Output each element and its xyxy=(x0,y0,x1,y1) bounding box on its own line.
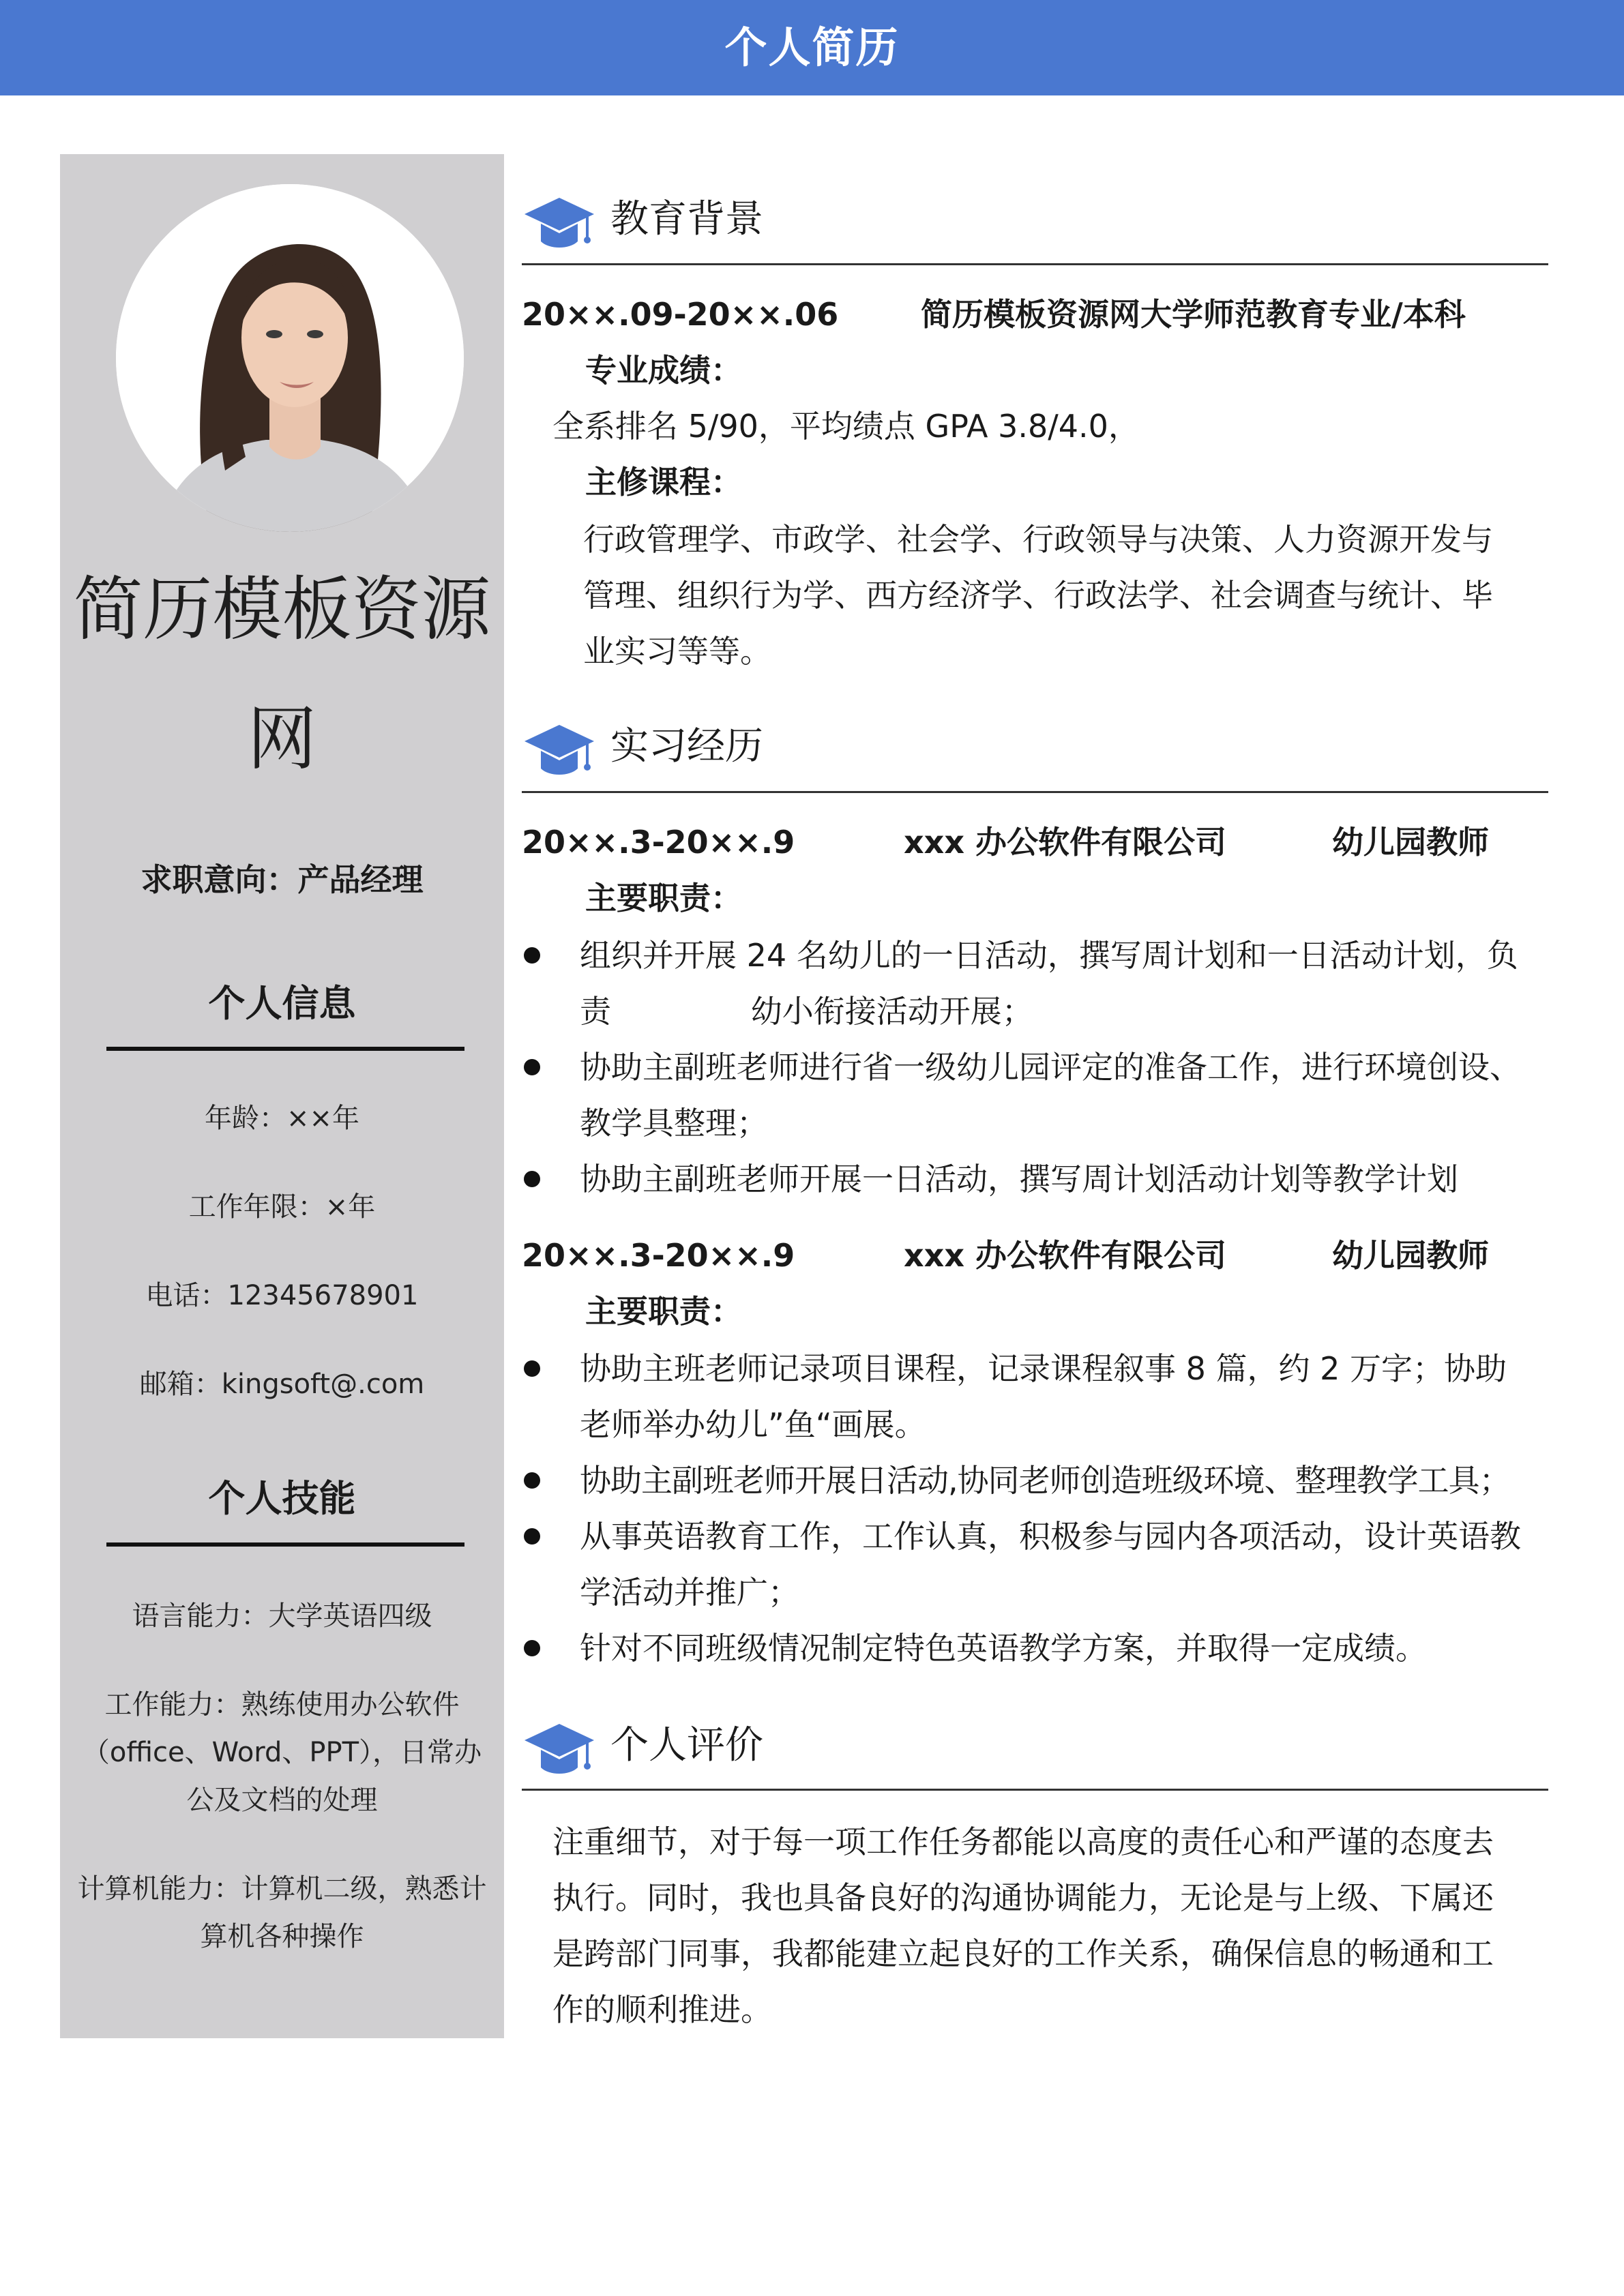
bullet-dot xyxy=(524,1059,540,1075)
skill-computer-line-1: 计算机能力：计算机二级，熟悉计 xyxy=(77,1873,487,1905)
job-1-duty-3: 协助主副班老师开展一日活动，撰写周计划活动计划等教学计划 xyxy=(580,1161,1458,1197)
graduation-cap-icon xyxy=(522,719,597,781)
job-2-duty-3-cont: 学活动并推广； xyxy=(580,1574,799,1611)
info-age: 年龄：××年 xyxy=(204,1103,360,1134)
job-2-duty-1-cont: 老师举办幼儿”鱼“画展。 xyxy=(580,1406,926,1443)
internship-heading: 实习经历 xyxy=(610,724,763,769)
education-divider xyxy=(522,263,1548,265)
evaluation-line-1: 注重细节，对于每一项工作任务都能以高度的责任心和严谨的态度去 xyxy=(552,1823,1494,1860)
job-intent: 求职意向：产品经理 xyxy=(141,861,424,898)
candidate-name: 简历模板资源 网 xyxy=(73,569,491,780)
skills-heading: 个人技能 xyxy=(208,1477,356,1520)
evaluation-line-2: 执行。同时，我也具备良好的沟通协调能力，无论是与上级、下属还 xyxy=(552,1879,1494,1916)
education-school: 简历模板资源网大学师范教育专业/本科 xyxy=(921,296,1466,333)
avatar-illustration xyxy=(116,184,464,532)
job-2-duty-4: 针对不同班级情况制定特色英语教学方案，并取得一定成绩。 xyxy=(580,1630,1427,1667)
job-1-duty-1-cont: 责 幼小衔接活动开展； xyxy=(580,993,1033,1030)
evaluation-line-4: 作的顺利推进。 xyxy=(552,1991,772,2028)
courses-line-2: 管理、组织行为学、西方经济学、行政法学、社会调查与统计、毕 xyxy=(583,577,1493,614)
job-1-company: xxx 办公软件有限公司 xyxy=(904,824,1227,861)
info-phone: 电话：12345678901 xyxy=(145,1280,419,1311)
job-1-duty-2: 协助主副班老师进行省一级幼儿园评定的准备工作，进行环境创设、 xyxy=(580,1049,1521,1086)
graduation-cap-icon xyxy=(522,192,597,254)
graduation-cap-icon xyxy=(522,1718,597,1780)
evaluation-heading: 个人评价 xyxy=(610,1723,763,1768)
skill-work-line-1: 工作能力：熟练使用办公软件 xyxy=(104,1689,460,1720)
bullet-dot xyxy=(524,947,540,964)
internship-divider xyxy=(522,791,1548,793)
grades-text: 全系排名 5/90，平均绩点 GPA 3.8/4.0， xyxy=(552,408,1140,445)
bullet-dot xyxy=(524,1171,540,1187)
bullet-dot xyxy=(524,1360,540,1377)
resume-title: 个人简历 xyxy=(0,0,1624,95)
job-1-duties-label: 主要职责： xyxy=(585,880,742,916)
job-2-role: 幼儿园教师 xyxy=(1332,1237,1489,1274)
evaluation-section-header xyxy=(522,1712,1548,1780)
job-2-period: 20××.3-20××.9 xyxy=(522,1237,795,1274)
skill-computer-line-2: 算机各种操作 xyxy=(200,1921,364,1952)
skills-divider xyxy=(106,1542,464,1547)
courses-line-1: 行政管理学、市政学、社会学、行政领导与决策、人力资源开发与 xyxy=(583,521,1493,558)
info-experience: 工作年限：×年 xyxy=(188,1191,376,1223)
education-section-header xyxy=(522,185,1548,254)
skill-work-line-2: （office、Word、PPT），日常办 xyxy=(82,1737,482,1768)
education-period: 20××.09-20××.06 xyxy=(522,296,839,333)
info-email: 邮箱：kingsoft@.com xyxy=(139,1369,425,1400)
job-1-duty-2-cont: 教学具整理； xyxy=(580,1105,768,1142)
evaluation-divider xyxy=(522,1789,1548,1791)
job-2-company: xxx 办公软件有限公司 xyxy=(904,1237,1227,1274)
skill-work-line-3: 公及文档的处理 xyxy=(186,1785,378,1816)
job-1-duty-1: 组织并开展 24 名幼儿的一日活动，撰写周计划和一日活动计划，负 xyxy=(580,937,1518,974)
personal-info-heading: 个人信息 xyxy=(208,982,356,1025)
internship-section-header xyxy=(522,713,1548,781)
job-1-period: 20××.3-20××.9 xyxy=(522,824,795,861)
job-2-duty-1: 协助主班老师记录项目课程，记录课程叙事 8 篇，约 2 万字；协助 xyxy=(580,1350,1507,1387)
job-2-duty-3: 从事英语教育工作，工作认真，积极参与园内各项活动，设计英语教 xyxy=(580,1518,1521,1555)
courses-label: 主修课程： xyxy=(585,464,742,501)
job-2-duty-2: 协助主副班老师开展日活动,协同老师创造班级环境、整理教学工具； xyxy=(580,1462,1510,1499)
bullet-dot xyxy=(524,1472,540,1489)
courses-line-3: 业实习等等。 xyxy=(583,633,771,670)
personal-info-divider xyxy=(106,1047,464,1051)
education-heading: 教育背景 xyxy=(610,197,763,241)
grades-label: 专业成绩： xyxy=(585,352,742,389)
evaluation-line-3: 是跨部门同事，我都能建立起良好的工作关系，确保信息的畅通和工 xyxy=(552,1935,1494,1972)
bullet-dot xyxy=(524,1528,540,1545)
job-1-role: 幼儿园教师 xyxy=(1332,824,1489,861)
job-2-duties-label: 主要职责： xyxy=(585,1293,742,1330)
bullet-dot xyxy=(524,1640,540,1656)
skill-language: 语言能力：大学英语四级 xyxy=(132,1600,432,1632)
profile-photo xyxy=(116,184,464,532)
